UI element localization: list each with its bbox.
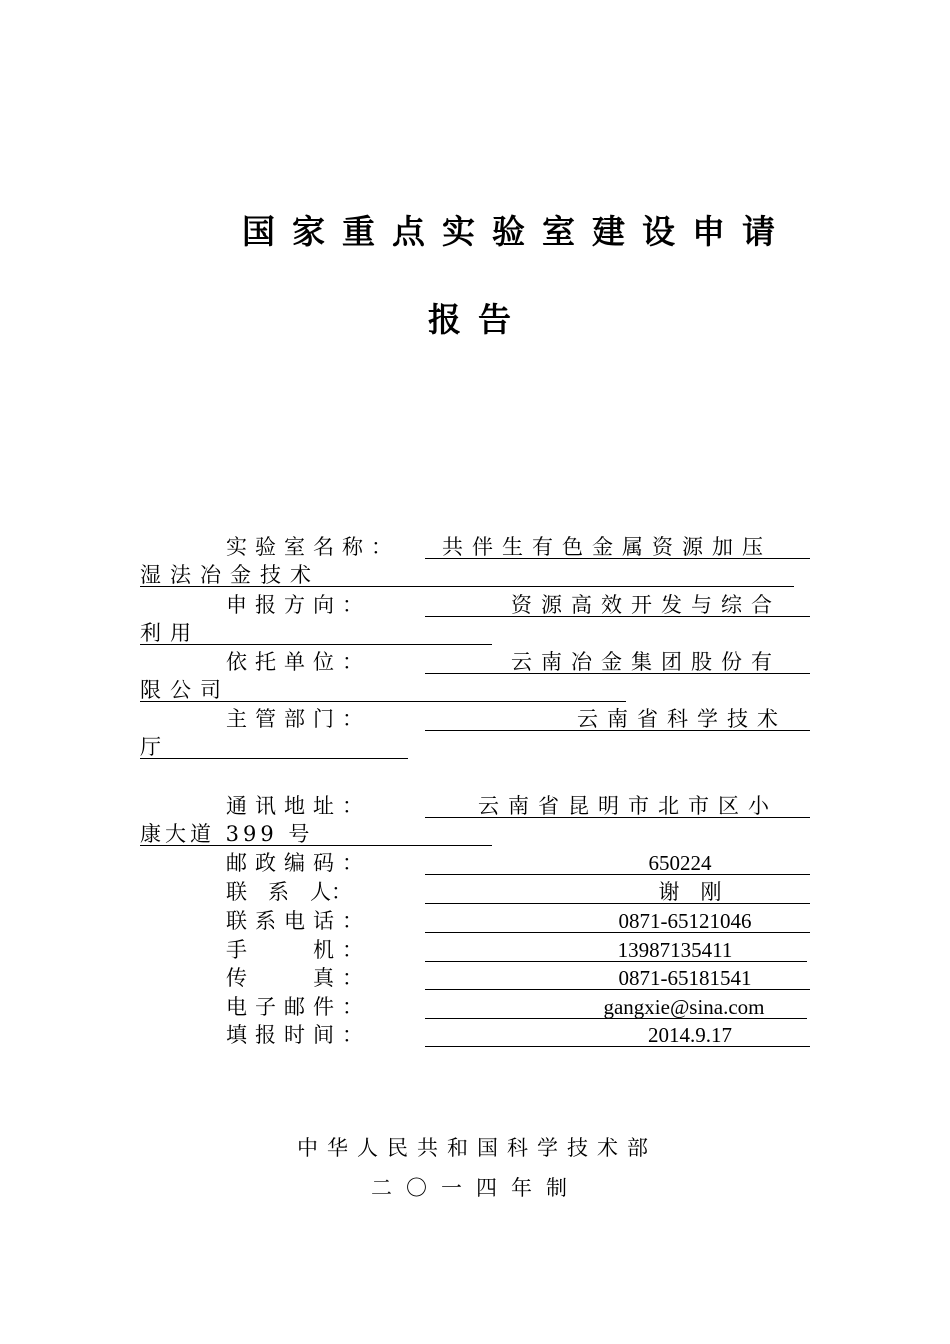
host-unit-underline-2 bbox=[140, 701, 626, 702]
submit-date-underline bbox=[425, 1046, 810, 1047]
lab-name-label: 实验室名称： bbox=[226, 535, 400, 559]
phone-label: 联系电话： bbox=[226, 909, 371, 933]
lab-name-underline-1 bbox=[425, 558, 810, 559]
direction-value-line2: 利用 bbox=[140, 621, 200, 645]
contact-person-value: 谢 刚 bbox=[658, 880, 722, 904]
contact-person-underline bbox=[425, 903, 810, 904]
direction-label: 申报方向： bbox=[226, 593, 371, 617]
direction-underline-2 bbox=[140, 644, 492, 645]
contact-person-label: 联 系 人： bbox=[226, 880, 352, 904]
phone-value: 0871-65121046 bbox=[618, 909, 752, 933]
mobile-value: 13987135411 bbox=[617, 938, 733, 962]
issuing-organization: 中华人民共和国科学技术部 bbox=[297, 1136, 657, 1160]
lab-name-value-line1: 共伴生有色金属资源加压 bbox=[442, 535, 772, 559]
postcode-underline bbox=[425, 874, 810, 875]
direction-underline-1 bbox=[425, 616, 810, 617]
host-unit-underline-1 bbox=[425, 673, 810, 674]
email-underline bbox=[425, 1018, 807, 1019]
mobile-label: 手 机： bbox=[226, 938, 371, 962]
postcode-label: 邮政编码： bbox=[226, 851, 371, 875]
submit-date-label: 填报时间： bbox=[226, 1023, 371, 1047]
address-underline-2 bbox=[140, 845, 492, 846]
fax-underline bbox=[425, 989, 810, 990]
address-value-line2: 康大道 399 号 bbox=[140, 822, 314, 846]
host-unit-label: 依托单位： bbox=[226, 650, 371, 674]
report-title-line2: 报告 bbox=[428, 300, 528, 339]
report-title-line1: 国家重点实验室建设申请 bbox=[242, 212, 792, 251]
lab-name-value-line2: 湿法冶金技术 bbox=[140, 563, 320, 587]
fax-label: 传 真： bbox=[226, 966, 371, 990]
address-value-line1: 云南省昆明市北市区小 bbox=[478, 794, 778, 818]
email-value: gangxie@sina.com bbox=[603, 995, 765, 1019]
address-label: 通讯地址： bbox=[226, 794, 371, 818]
fax-value: 0871-65181541 bbox=[618, 966, 752, 990]
supervisor-value-line1: 云南省科学技术 bbox=[577, 707, 787, 731]
submit-date-value: 2014.9.17 bbox=[648, 1023, 732, 1047]
supervisor-label: 主管部门： bbox=[226, 707, 371, 731]
supervisor-underline-2 bbox=[140, 758, 408, 759]
email-label: 电子邮件： bbox=[226, 995, 371, 1019]
supervisor-value-line2: 厅 bbox=[140, 735, 170, 759]
postcode-value: 650224 bbox=[648, 851, 712, 875]
issue-year: 二〇一四年制 bbox=[371, 1176, 581, 1200]
supervisor-underline-1 bbox=[425, 730, 810, 731]
host-unit-value-line2: 限公司 bbox=[140, 678, 230, 702]
mobile-underline bbox=[425, 961, 807, 962]
lab-name-underline-2 bbox=[140, 586, 794, 587]
address-underline-1 bbox=[425, 817, 810, 818]
direction-value-line1: 资源高效开发与综合 bbox=[511, 593, 781, 617]
host-unit-value-line1: 云南冶金集团股份有 bbox=[511, 650, 781, 674]
phone-underline bbox=[425, 932, 810, 933]
